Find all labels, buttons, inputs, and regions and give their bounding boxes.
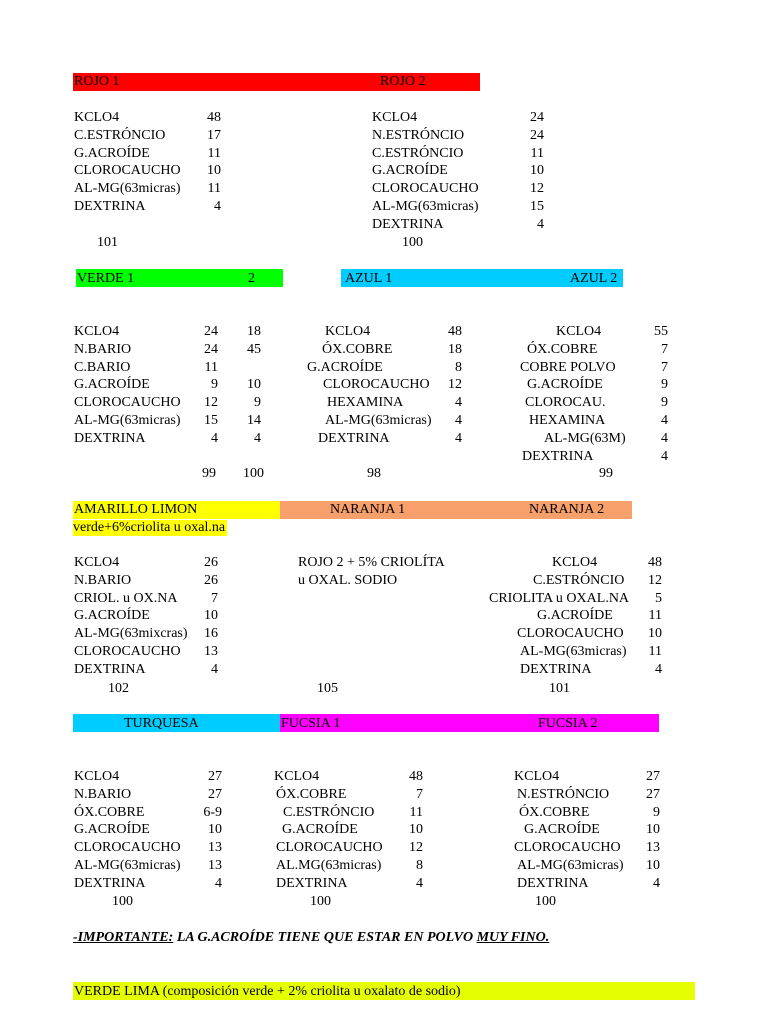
ingredient-value: 10 — [530, 163, 544, 179]
ingredient-name: CLOROCAUCHO — [74, 395, 181, 411]
ingredient-name: ÓX.COBRE — [74, 804, 145, 820]
ingredient-name: C.BARIO — [74, 359, 131, 375]
naranja1-header: NARANJA 1 — [330, 502, 406, 517]
ingredient-name: KCLO4 — [274, 769, 320, 784]
ingredient-value-2: 10 — [247, 377, 261, 393]
ingredient-name: CLOROCAUCHO — [74, 840, 181, 856]
ingredient-value: 4 — [455, 430, 462, 446]
ingredient-name: CLOROCAUCHO — [323, 377, 430, 393]
ingredient-name: G.ACROÍDE — [74, 608, 150, 624]
ingredient-value: 4 — [211, 661, 218, 677]
ingredient-name: C.ESTRÓNCIO — [283, 804, 375, 820]
ingredient-value: 24 — [530, 127, 544, 143]
ingredient-value: 4 — [416, 875, 423, 891]
ingredient-value: 8 — [416, 858, 423, 873]
importante-emphasis: MUY FINO. — [476, 930, 550, 945]
ingredient-value: 16 — [204, 626, 218, 642]
ingredient-value-2: 18 — [247, 324, 261, 339]
ingredient-value-1: 12 — [204, 395, 218, 411]
ingredient-value-1: 4 — [211, 430, 218, 446]
total-value: 101 — [97, 235, 118, 250]
ingredient-value: 11 — [207, 145, 221, 161]
ingredient-name: G.ACROÍDE — [527, 377, 603, 393]
ingredient-value: 27 — [646, 786, 660, 802]
ingredient-name: AL-MG(63micras) — [520, 644, 627, 659]
ingredient-value: 5 — [655, 590, 662, 606]
ingredient-value: 48 — [409, 769, 423, 784]
total-value-2: 100 — [243, 466, 264, 481]
ingredient-value: 4 — [215, 875, 222, 891]
ingredient-name: DEXTRINA — [522, 448, 594, 464]
ingredient-value: 4 — [455, 395, 462, 411]
ingredient-value: 10 — [648, 626, 662, 642]
ingredient-name: DEXTRINA — [372, 216, 444, 232]
ingredient-name: KCLO4 — [552, 555, 598, 570]
ingredient-value: 9 — [653, 804, 660, 820]
total-value: 100 — [402, 235, 423, 250]
ingredient-value: 11 — [648, 644, 662, 659]
ingredient-value: 12 — [448, 377, 462, 393]
ingredient-value-2: 9 — [254, 395, 261, 411]
ingredient-name: G.ACROÍDE — [74, 377, 150, 393]
ingredient-name: KCLO4 — [372, 110, 418, 125]
ingredient-value: 10 — [409, 822, 423, 838]
ingredient-name: ÓX.COBRE — [519, 804, 590, 820]
ingredient-value: 4 — [655, 661, 662, 677]
ingredient-value: 4 — [214, 199, 221, 214]
amarillo-header: AMARILLO LIMON — [74, 502, 198, 517]
ingredient-value: 11 — [530, 145, 544, 161]
ingredient-value-1: 24 — [204, 341, 218, 357]
ingredient-name: DEXTRINA — [318, 430, 390, 446]
ingredient-name: N.BARIO — [74, 341, 132, 357]
ingredient-name: AL.MG(63micras) — [276, 858, 382, 873]
ingredient-value: 7 — [211, 590, 218, 606]
ingredient-name: KCLO4 — [556, 324, 602, 339]
ingredient-value: 26 — [204, 555, 218, 570]
ingredient-value: 18 — [448, 341, 462, 357]
ingredient-name: KCLO4 — [514, 769, 560, 784]
ingredient-name: AL-MG(63micras) — [74, 413, 181, 428]
ingredient-value-2: 45 — [247, 341, 261, 357]
ingredient-name: DEXTRINA — [74, 875, 146, 891]
ingredient-name: AL-MG(63micras) — [517, 858, 624, 873]
total-value: 100 — [112, 894, 133, 909]
ingredient-value: 13 — [646, 840, 660, 856]
ingredient-value-1: 24 — [204, 324, 218, 339]
ingredient-name: DEXTRINA — [74, 199, 146, 214]
ingredient-value: 12 — [409, 840, 423, 856]
total-value: 100 — [535, 894, 556, 909]
ingredient-value: 13 — [208, 858, 222, 873]
ingredient-name: HEXAMINA — [529, 413, 606, 428]
naranja1-line1: ROJO 2 + 5% CRIOLÍTA — [298, 555, 445, 570]
ingredient-name: DEXTRINA — [276, 875, 348, 891]
ingredient-name: C.ESTRÓNCIO — [372, 145, 464, 161]
ingredient-value-1: 11 — [204, 359, 218, 375]
ingredient-name: AL-MG(63mixcras) — [74, 626, 188, 642]
ingredient-name: AL-MG(63micras) — [325, 413, 432, 428]
ingredient-value: 13 — [204, 644, 218, 659]
ingredient-value: 27 — [646, 769, 660, 784]
ingredient-value: 10 — [204, 608, 218, 624]
ingredient-value: 11 — [648, 608, 662, 624]
total-value: 98 — [367, 466, 381, 481]
ingredient-value: 48 — [207, 110, 221, 125]
azul-header-1: AZUL 1 — [345, 271, 393, 286]
ingredient-value: 10 — [207, 163, 221, 179]
ingredient-value: 4 — [661, 413, 668, 428]
rojo2-header: ROJO 2 — [380, 74, 426, 89]
ingredient-value: 11 — [409, 804, 423, 820]
ingredient-value: 12 — [648, 572, 662, 588]
rojo1-header: ROJO 1 — [74, 74, 120, 89]
ingredient-name: CRIOLITA u OXAL.NA — [489, 590, 630, 606]
ingredient-name: KCLO4 — [74, 769, 120, 784]
ingredient-name: G.ACROÍDE — [74, 145, 150, 161]
total-value: 102 — [108, 681, 129, 696]
ingredient-name: ÓX.COBRE — [322, 341, 393, 357]
ingredient-value: 4 — [661, 430, 668, 446]
ingredient-name: C.ESTRÓNCIO — [533, 572, 625, 588]
ingredient-name: C.ESTRÓNCIO — [74, 127, 166, 143]
ingredient-value-1: 15 — [204, 413, 218, 428]
ingredient-value: 13 — [208, 840, 222, 856]
ingredient-value: 7 — [416, 786, 423, 802]
ingredient-name: ÓX.COBRE — [527, 341, 598, 357]
importante-text: LA G.ACROÍDE TIENE QUE ESTAR EN POLVO — [173, 930, 477, 945]
ingredient-value: 27 — [208, 786, 222, 802]
ingredient-name: CRIOL. u OX.NA — [74, 590, 178, 606]
ingredient-name: DEXTRINA — [74, 430, 146, 446]
ingredient-value: 8 — [455, 359, 462, 375]
ingredient-value-2: 4 — [254, 430, 261, 446]
ingredient-name: AL-MG(63micras) — [372, 199, 479, 214]
amarillo-subheader: verde+6%criolita u oxal.na — [73, 520, 226, 535]
naranja1-total: 105 — [317, 681, 338, 696]
ingredient-value: 7 — [661, 341, 668, 357]
ingredient-name: AL-MG(63M) — [544, 430, 626, 446]
ingredient-value: 6-9 — [203, 804, 222, 820]
ingredient-name: ÓX.COBRE — [276, 786, 347, 802]
ingredient-name: DEXTRINA — [517, 875, 589, 891]
ingredient-value: 4 — [653, 875, 660, 891]
ingredient-value: 17 — [207, 127, 221, 143]
ingredient-value: 24 — [530, 110, 544, 125]
total-value-1: 99 — [202, 466, 216, 481]
ingredient-value: 55 — [654, 324, 668, 339]
ingredient-name: DEXTRINA — [520, 661, 592, 677]
ingredient-value: 7 — [661, 359, 668, 375]
total-value: 101 — [549, 681, 570, 696]
fucsia1-header: FUCSIA 1 — [281, 716, 341, 731]
ingredient-name: N.BARIO — [74, 786, 132, 802]
ingredient-name: CLOROCAU. — [525, 395, 606, 411]
ingredient-name: G.ACROÍDE — [524, 822, 600, 838]
ingredient-value: 48 — [448, 324, 462, 339]
ingredient-value-2: 14 — [247, 413, 261, 428]
total-value: 100 — [310, 894, 331, 909]
verde-header-2: 2 — [248, 271, 255, 286]
verde-lima-text: VERDE LIMA (composición verde + 2% criolita u oxalato de sodio) — [74, 984, 461, 999]
ingredient-value: 9 — [661, 377, 668, 393]
ingredient-value: 9 — [661, 395, 668, 411]
naranja1-line2: u OXAL. SODIO — [298, 573, 398, 588]
naranja2-header: NARANJA 2 — [529, 502, 605, 517]
ingredient-name: DEXTRINA — [74, 661, 146, 677]
ingredient-name: CLOROCAUCHO — [74, 644, 181, 659]
ingredient-name: CLOROCAUCHO — [372, 181, 479, 197]
ingredient-value: 4 — [661, 448, 668, 464]
azul-header-2: AZUL 2 — [570, 271, 618, 286]
verde-header-1: VERDE 1 — [77, 271, 135, 286]
ingredient-value: 15 — [530, 199, 544, 214]
turquesa-header: TURQUESA — [124, 716, 199, 731]
ingredient-value: 4 — [455, 413, 462, 428]
ingredient-value: 48 — [648, 555, 662, 570]
fucsia2-header: FUCSIA 2 — [538, 716, 598, 731]
ingredient-value: 26 — [204, 572, 218, 588]
ingredient-value-1: 9 — [211, 377, 218, 393]
ingredient-value: 10 — [208, 822, 222, 838]
ingredient-name: N.ESTRÓNCIO — [517, 786, 610, 802]
ingredient-value: 10 — [646, 822, 660, 838]
ingredient-name: N.BARIO — [74, 572, 132, 588]
ingredient-name: KCLO4 — [74, 110, 120, 125]
ingredient-name: KCLO4 — [325, 324, 371, 339]
ingredient-name: CLOROCAUCHO — [74, 163, 181, 179]
importante-note — [73, 930, 549, 946]
ingredient-name: N.ESTRÓNCIO — [372, 127, 465, 143]
ingredient-name: HEXAMINA — [327, 395, 404, 411]
ingredient-value: 4 — [537, 216, 544, 232]
ingredient-name: CLOROCAUCHO — [276, 840, 383, 856]
ingredient-name: G.ACROÍDE — [372, 163, 448, 179]
ingredient-value: 12 — [530, 181, 544, 197]
ingredient-name: KCLO4 — [74, 324, 120, 339]
ingredient-name: KCLO4 — [74, 555, 120, 570]
ingredient-name: COBRE POLVO — [520, 359, 616, 375]
ingredient-name: G.ACROÍDE — [307, 359, 383, 375]
importante-label: -IMPORTANTE: — [73, 930, 174, 945]
ingredient-name: CLOROCAUCHO — [514, 840, 621, 856]
ingredient-name: G.ACROÍDE — [282, 822, 358, 838]
ingredient-name: AL-MG(63micras) — [74, 858, 181, 873]
ingredient-name: G.ACROÍDE — [74, 822, 150, 838]
ingredient-value: 10 — [646, 858, 660, 873]
ingredient-name: CLOROCAUCHO — [517, 626, 624, 642]
ingredient-value: 11 — [207, 181, 221, 197]
ingredient-value: 27 — [208, 769, 222, 784]
ingredient-name: G.ACROÍDE — [537, 608, 613, 624]
total-value: 99 — [599, 466, 613, 481]
ingredient-name: AL-MG(63micras) — [74, 181, 181, 197]
